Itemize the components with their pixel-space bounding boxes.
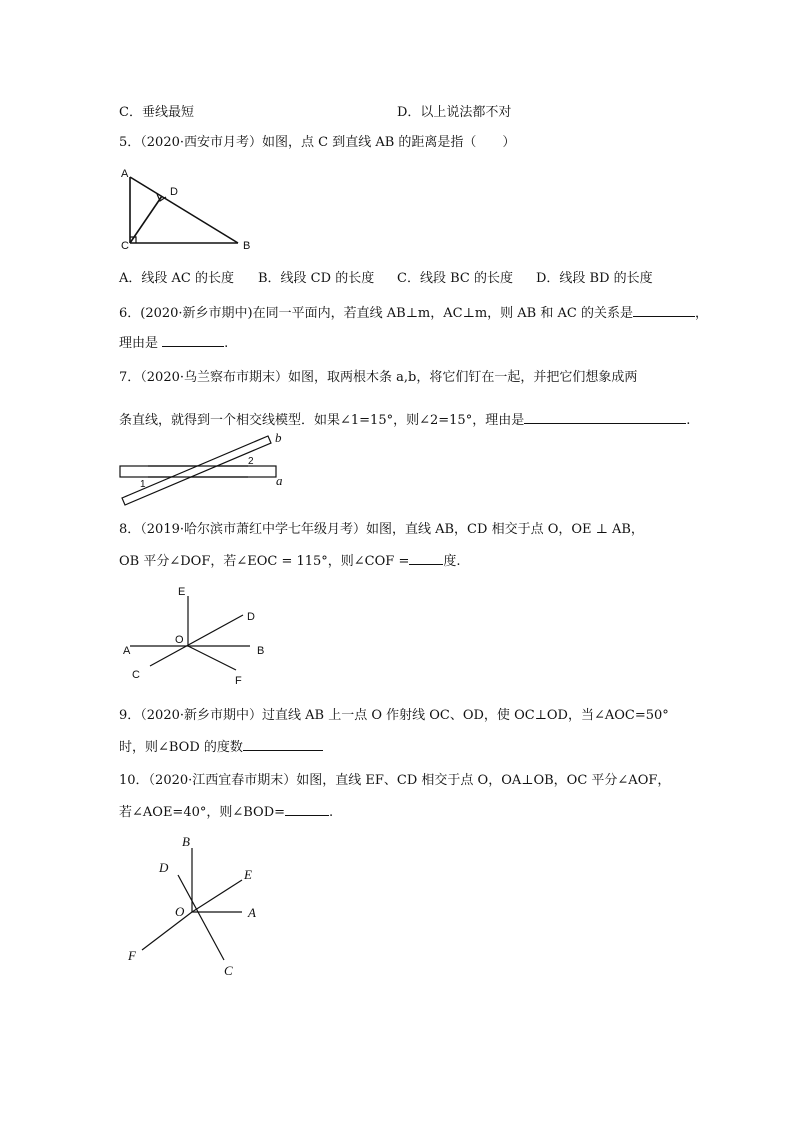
q8-answer-blank — [409, 551, 443, 565]
q9-line1: 9．（2020·新乡市期中）过直线 AB 上一点 O 作射线 OC、OD，使 OC⊥OD，当∠AOC=50° — [119, 708, 669, 723]
q8-line2-text: OB 平分∠DOF，若∠EOC = 115°，则∠COF = — [119, 554, 410, 569]
q8-label-a: A — [123, 645, 131, 657]
q10-line2 — [119, 802, 333, 822]
q5-option-d: D．线段 BD 的长度 — [536, 271, 653, 286]
q10-label-c: C — [224, 963, 233, 978]
q8-line1: 8．（2019·哈尔滨市萧红中学七年级月考）如图，直线 AB，CD 相交于点 O，OE ⊥ AB， — [119, 522, 644, 537]
q10-label-o: O — [175, 904, 185, 919]
q7-line2-end: . — [686, 413, 691, 428]
q10-label-b: B — [182, 834, 190, 849]
q7-answer-blank — [524, 410, 686, 424]
q5-triangle-figure — [118, 168, 268, 253]
q5-option-a: A．线段 AC 的长度 — [119, 271, 234, 286]
q9-answer-blank — [243, 737, 323, 751]
q7-label-b: b — [275, 430, 282, 445]
q5-option-b: B．线段 CD 的长度 — [258, 271, 375, 286]
q6-line1 — [119, 303, 708, 323]
q10-label-e: E — [244, 867, 252, 882]
q10-lines-figure — [118, 830, 278, 980]
q5-label-a: A — [121, 168, 129, 180]
q5-stem: 5．（2020·西安市月考）如图，点 C 到直线 AB 的距离是指（ ） — [119, 135, 516, 150]
q10-line2-end: . — [329, 805, 334, 820]
q8-label-o: O — [175, 634, 184, 646]
q6-line2-text: 理由是 — [119, 336, 159, 351]
q5-option-c: C．线段 BC 的长度 — [397, 271, 513, 286]
q8-label-b: B — [257, 645, 265, 657]
q9-line2 — [119, 737, 323, 757]
q8-line2-end: 度. — [443, 554, 461, 569]
q7-line1: 7．（2020·乌兰察布市期末）如图，取两根木条 a,b，将它们钉在一起，并把它们想象成两 — [119, 370, 638, 385]
q6-line1-text: 6．(2020·新乡市期中)在同一平面内，若直线 AB⊥m，AC⊥m，则 AB 和 AC 的关系是 — [119, 306, 633, 321]
q7-label-a: a — [276, 473, 283, 488]
q8-lines-figure — [118, 580, 278, 690]
q9-line2-text: 时，则∠BOD 的度数 — [119, 740, 243, 755]
q10-line1: 10．（2020·江西宜春市期末）如图，直线 EF、CD 相交于点 O，OA⊥OB，OC 平分∠AOF， — [119, 773, 671, 788]
q5-label-b: B — [243, 240, 251, 252]
q10-label-a: A — [248, 905, 256, 920]
q6-line2 — [119, 333, 228, 353]
q6-line1-end: ， — [694, 306, 708, 321]
q8-label-e: E — [178, 586, 186, 598]
q10-label-d: D — [159, 860, 169, 875]
option-c: C．垂线最短 — [119, 105, 194, 120]
q5-label-d: D — [170, 186, 178, 198]
q7-line2-text: 条直线，就得到一个相交线模型．如果∠1=15°，则∠2=15°，理由是 — [119, 413, 525, 428]
q7-line2 — [119, 410, 690, 430]
q6-line2-end: . — [224, 336, 229, 351]
q6-answer-blank-1 — [633, 303, 695, 317]
q10-line2-text: 若∠AOE=40°，则∠BOD= — [119, 805, 286, 820]
q7-angle-1: 1 — [140, 479, 146, 490]
q8-label-c: C — [132, 669, 140, 681]
q5-label-c: C — [121, 240, 129, 252]
q10-label-f: F — [128, 948, 136, 963]
q10-answer-blank — [285, 802, 329, 816]
q8-line2 — [119, 551, 460, 571]
q7-angle-2: 2 — [248, 456, 254, 467]
q8-label-f: F — [235, 675, 242, 687]
q8-label-d: D — [247, 611, 255, 623]
q7-sticks-figure — [118, 430, 293, 510]
option-d: D．以上说法都不对 — [397, 105, 512, 120]
q6-answer-blank-2 — [162, 333, 224, 347]
